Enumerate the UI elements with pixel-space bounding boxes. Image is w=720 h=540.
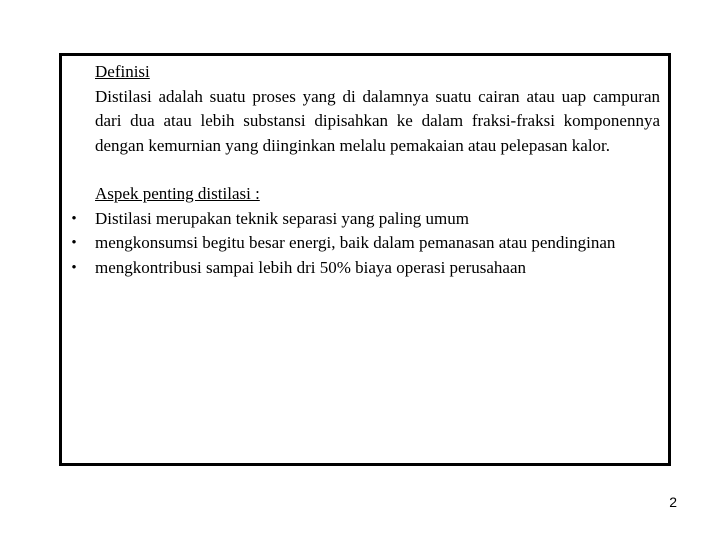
bullet-icon: • bbox=[71, 235, 77, 251]
aspects-list bbox=[71, 207, 660, 281]
list-item-text: mengkontribusi sampai lebih dri 50% biaya operasi perusahaan bbox=[95, 257, 527, 277]
bullet-icon: • bbox=[71, 259, 77, 276]
page-number: 2 bbox=[669, 494, 677, 510]
definition-text: Distilasi adalah suatu proses yang di dalamnya suatu cairan atau uap campuran dari dua atau lebih substansi dipisahkan ke dalam fraksi-fraksi komponennya dengan kemurnian yang diinginkan melalu pemakaian atau pelepasan kalor. bbox=[95, 86, 660, 155]
bullet-icon: • bbox=[71, 210, 77, 227]
list-item-text: mengkonsumsi begitu besar energi, baik dalam pemanasan atau pendinginan bbox=[95, 233, 616, 252]
aspects-heading: Aspek penting distilasi : bbox=[95, 184, 260, 203]
definition-heading: Definisi bbox=[95, 62, 150, 81]
list-item bbox=[71, 207, 660, 232]
list-item bbox=[71, 256, 660, 281]
list-item bbox=[71, 231, 660, 256]
list-item-text: Distilasi merupakan teknik separasi yang paling umum bbox=[95, 208, 469, 228]
slide-content bbox=[71, 60, 660, 280]
section-gap bbox=[95, 158, 660, 182]
